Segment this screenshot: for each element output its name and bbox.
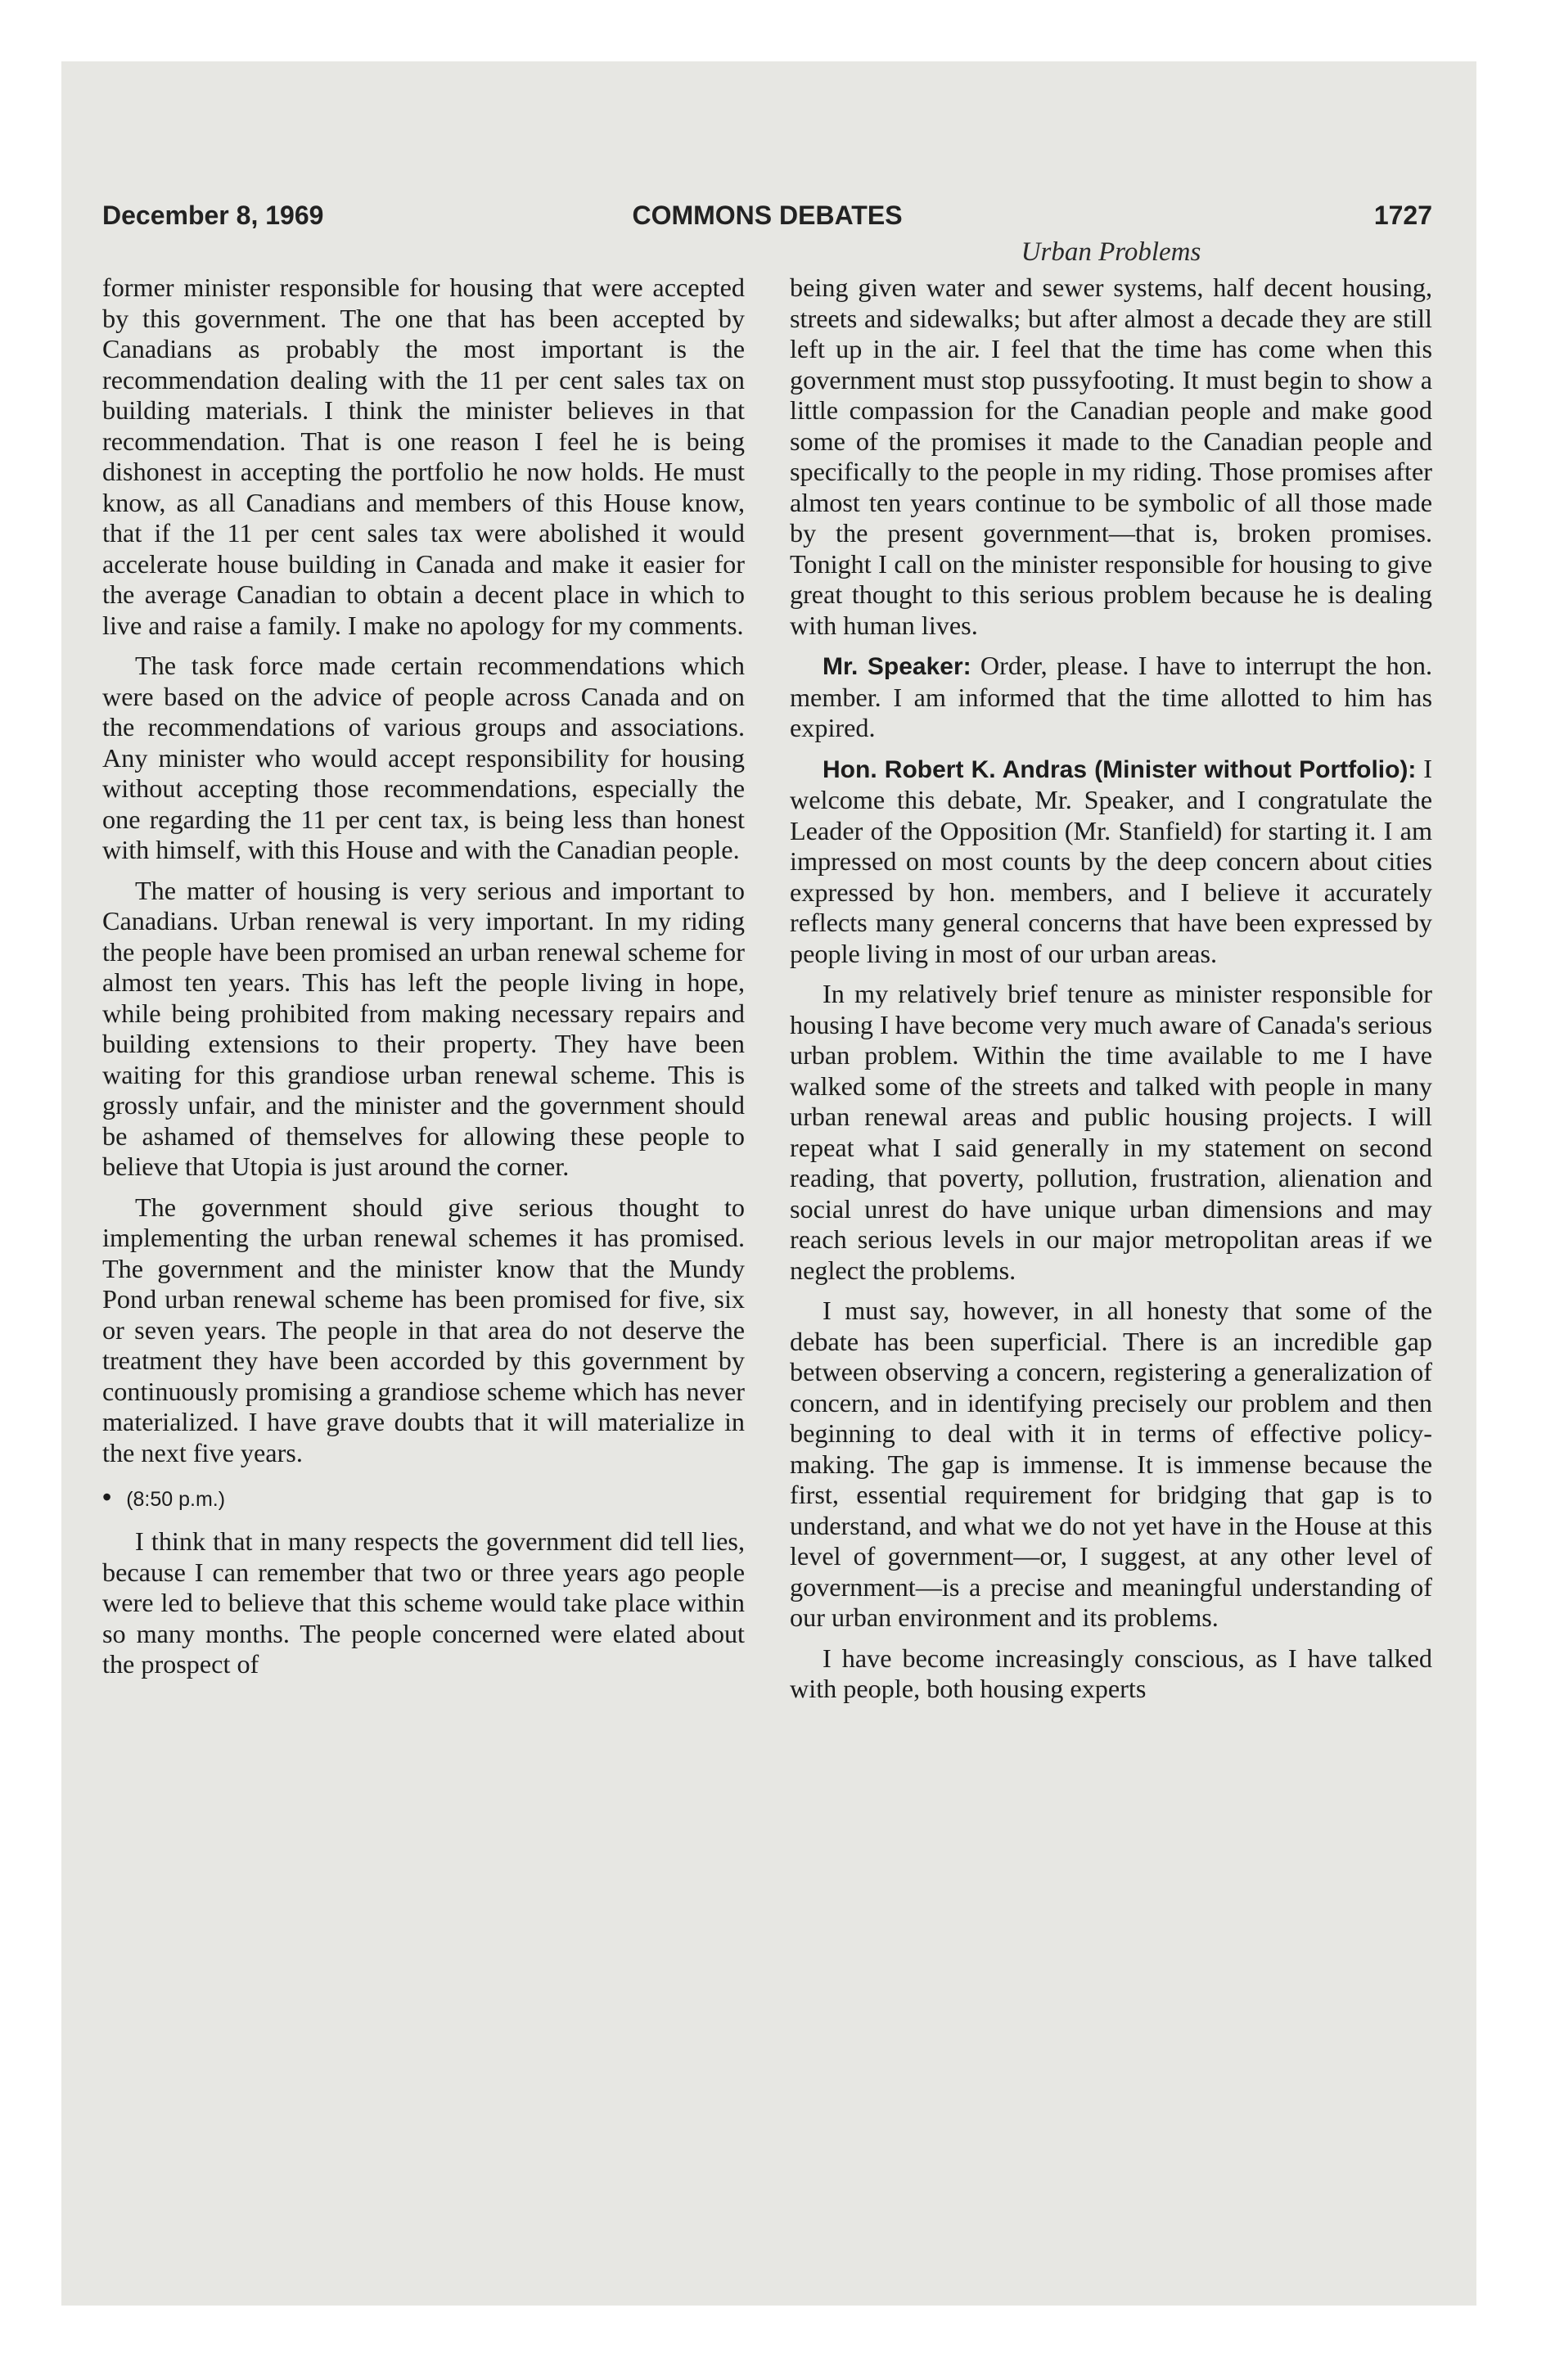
right-column xyxy=(790,273,1432,1715)
paragraph: I must say, however, in all honesty that some of the debate has been superficial. There is an incredible gap between observing a concern, registering a generalization of concern, and in identifying precisely our problem and then beginning to deal with it in terms of effective policy-making. The gap is immense. It is immense because the first, essential requirement for bridging that gap is to understand, and what we do not yet have in the House at this level of government—or, I suggest, at any other level of government—is a precise and meaningful understanding of our urban environment and its problems. xyxy=(790,1296,1432,1632)
page-header xyxy=(102,201,1432,241)
header-title: COMMONS DEBATES xyxy=(632,201,903,230)
time-marker xyxy=(102,1483,745,1513)
paragraph: I think that in many respects the government did tell lies, because I can remember that two or three years ago people were led to believe that this scheme would take place within so many months. The people concerned were elated about the prospect of xyxy=(102,1526,745,1679)
speaker-text: Order, please. I have to interrupt the hon. member. I am informed that the time allotted to him has expired. xyxy=(790,651,1433,742)
left-column xyxy=(102,273,745,1690)
paragraph: former minister responsible for housing that were accepted by this government. The one that has been accepted by Canadians as probably the most important is the recommendation dealing with the 11 per cent sales tax on building materials. I think the minister believes in that recommendation. That is one reason I feel he is being dishonest in accepting the portfolio he now holds. He must know, as all Canadians and members of this House know, that if the 11 per cent sales tax were abolished it would accelerate house building in Canada and make it easier for the average Canadian to obtain a decent place in which to live and raise a family. I make no apology for my comments. xyxy=(102,273,745,640)
running-head: Urban Problems xyxy=(1021,237,1201,267)
paragraph: In my relatively brief tenure as minister responsible for housing I have become very much aware of Canada's serious urban problem. Within the time available to me I have walked some of the streets and talked with people in many urban renewal areas and public housing projects. I will repeat what I said generally in my statement on second reading, that poverty, pollution, frustration, alienation and social unrest do have unique urban dimensions and may reach serious levels in our major metropolitan areas if we neglect the problems. xyxy=(790,979,1432,1285)
paragraph: I have become increasingly conscious, as I have talked with people, both housing experts xyxy=(790,1643,1432,1703)
speaker-text: I welcome this debate, Mr. Speaker, and I congratulate the Leader of the Opposition (Mr. Stanfield) for starting it. I am impressed on most counts by the deep concern about cities expressed by hon. members, and I believe it accurately reflects many general concerns that have been expressed by people living in most of our urban areas. xyxy=(790,753,1433,968)
header-date: December 8, 1969 xyxy=(102,201,324,230)
speaker-paragraph xyxy=(790,651,1432,744)
paragraph: The government should give serious thought to implementing the urban renewal schemes it has promised. The government and the minister know that the Mundy Pond urban renewal scheme has been promised for five, six or seven years. The people in that area do not deserve the treatment they have been accorded by this government by continuously promising a grandiose scheme which has never materialized. I have grave doubts that it will materialize in the next five years. xyxy=(102,1192,745,1467)
header-page-number: 1727 xyxy=(1373,201,1432,230)
paragraph: The task force made certain recommendations which were based on the advice of people across Canada and on the recommendations of various groups and associations. Any minister who would accept responsibility for housing without accepting those recommendations, especially the one regarding the 11 per cent tax, is being less than honest with himself, with this House and with the Canadian people. xyxy=(102,651,745,864)
time-stamp: (8:50 p.m.) xyxy=(126,1488,226,1511)
paragraph: being given water and sewer systems, half decent housing, streets and sidewalks; but after almost a decade they are still left up in the air. I feel that the time has come when this government must stop pussyfooting. It must begin to show a little compassion for the Canadian people and make good some of the promises it made to the Canadian people and specifically to the people in my riding. Those promises after almost ten years continue to be symbolic of all those made by the present government—that is, broken promises. Tonight I call on the minister responsible for housing to give great thought to this serious problem because he is dealing with human lives. xyxy=(790,273,1432,640)
bullet-icon: • xyxy=(102,1482,112,1512)
speaker-name: Mr. Speaker: xyxy=(823,653,971,680)
speaker-name: Hon. Robert K. Andras (Minister without Portfolio): xyxy=(823,755,1417,783)
paragraph: The matter of housing is very serious and important to Canadians. Urban renewal is very important. In my riding the people have been promised an urban renewal scheme for almost ten years. This has left the people living in hope, while being prohibited from making necessary repairs and building extensions to their property. They have been waiting for this grandiose urban renewal scheme. This is grossly unfair, and the minister and the government should be ashamed of themselves for allowing these people to believe that Utopia is just around the corner. xyxy=(102,875,745,1181)
speaker-paragraph xyxy=(790,754,1432,970)
